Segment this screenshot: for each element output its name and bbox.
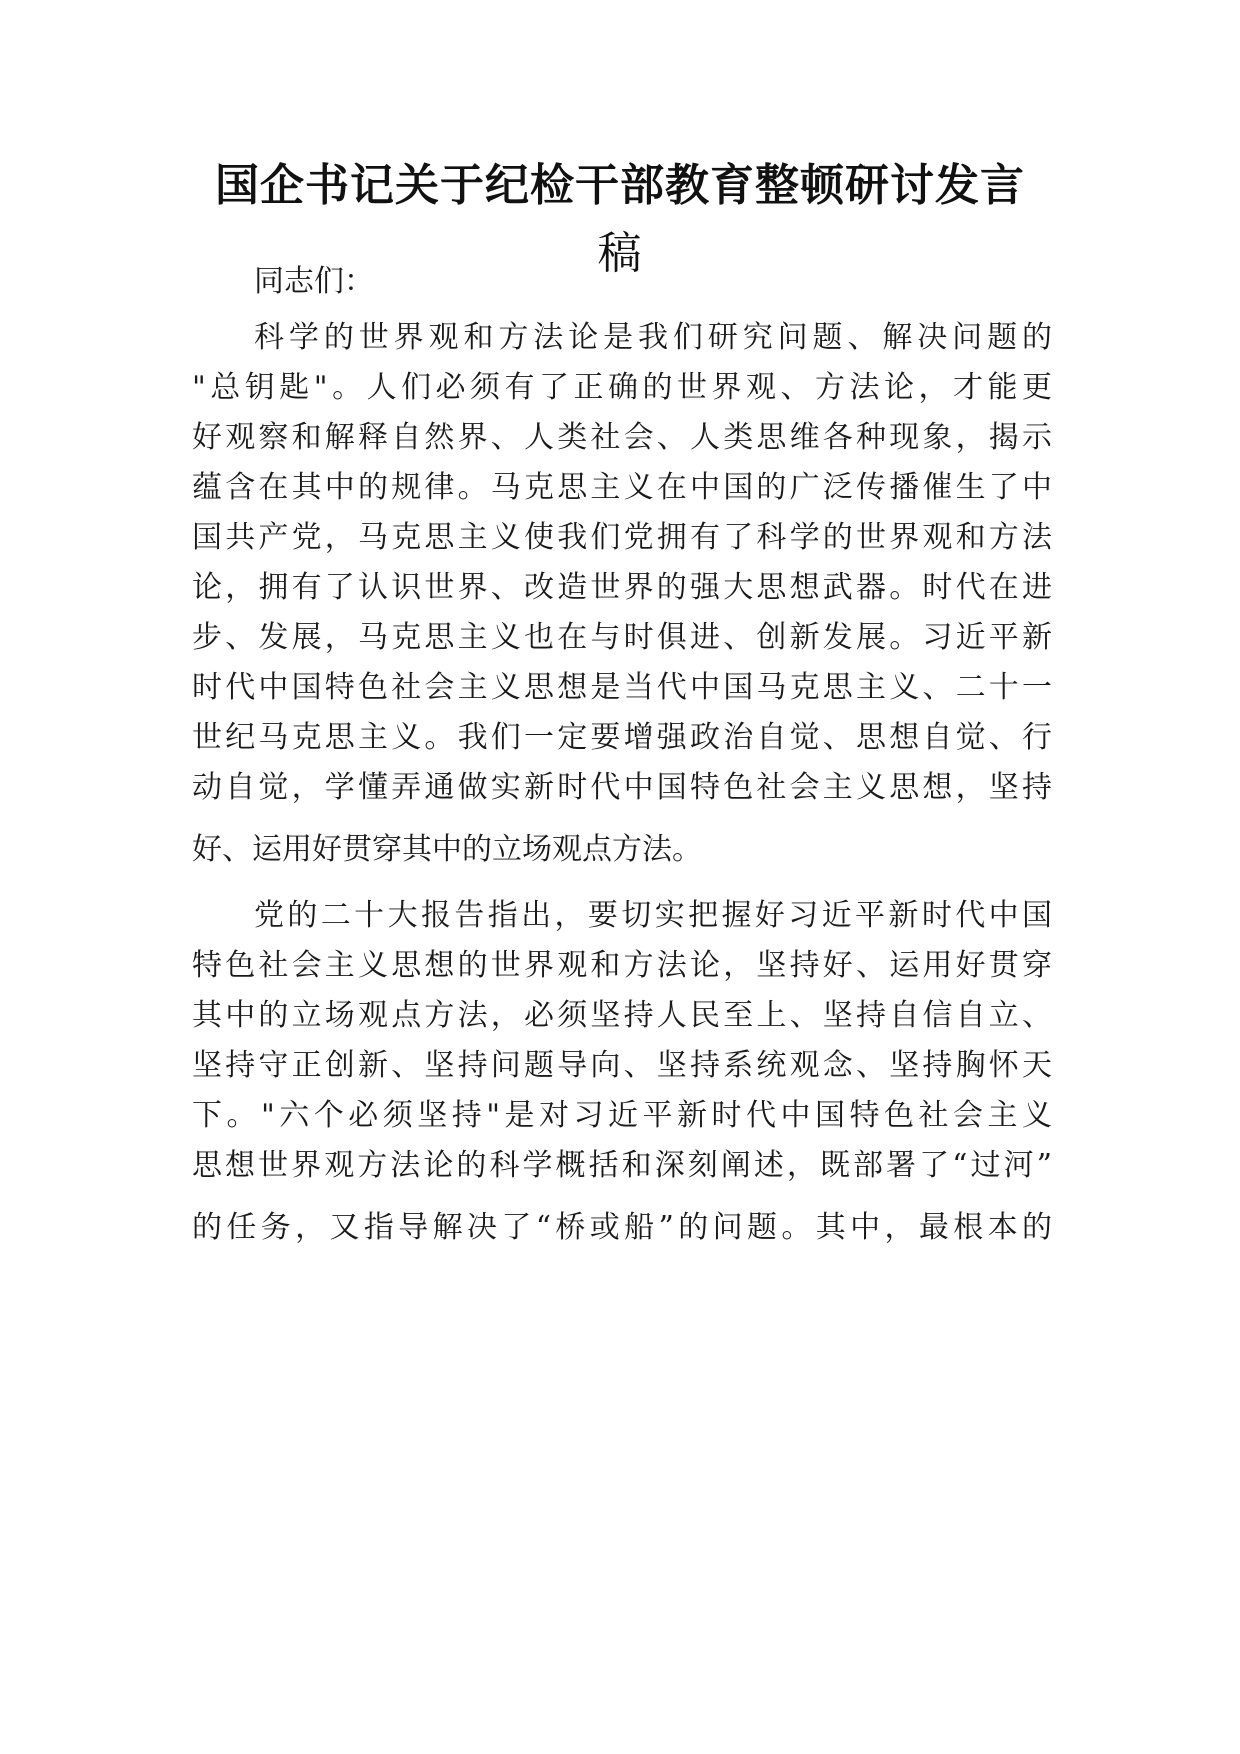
paragraph-2-line: 坚持守正创新、坚持问题导向、坚持系统观念、坚持胸怀天 — [192, 1048, 1052, 1083]
paragraph-1-line: 世纪马克思主义。我们一定要增强政治自觉、思想自觉、行 — [192, 720, 1052, 755]
paragraph-1-line: 时代中国特色社会主义思想是当代中国马克思主义、二十一 — [192, 670, 1052, 705]
document-title-line-2: 稿 — [597, 228, 643, 279]
paragraph-2-line: 其中的立场观点方法，必须坚持人民至上、坚持自信自立、 — [192, 998, 1052, 1033]
paragraph-1-line: "总钥匙"。人们必须有了正确的世界观、方法论，才能更 — [192, 370, 1052, 405]
paragraph-1-line: 蕴含在其中的规律。马克思主义在中国的广泛传播催生了中 — [192, 470, 1052, 505]
paragraph-2-line: 的任务，又指导解决了“桥或船”的问题。其中，最根本的 — [192, 1210, 1052, 1245]
paragraph-2-line: 下。"六个必须坚持"是对习近平新时代中国特色社会主义 — [192, 1098, 1052, 1133]
paragraph-1-line: 论，拥有了认识世界、改造世界的强大思想武器。时代在进 — [192, 570, 1052, 605]
paragraph-1-line: 好观察和解释自然界、人类社会、人类思维各种现象，揭示 — [192, 420, 1052, 455]
paragraph-1-line: 国共产党，马克思主义使我们党拥有了科学的世界观和方法 — [192, 520, 1052, 555]
paragraph-1-line-last: 好、运用好贯穿其中的立场观点方法。 — [192, 832, 702, 867]
paragraph-2-line: 思想世界观方法论的科学概括和深刻阐述，既部署了“过河” — [192, 1148, 1052, 1183]
document-title-line-1: 国企书记关于纪检干部教育整顿研讨发言 — [215, 160, 1025, 211]
salutation: 同志们： — [254, 264, 374, 299]
paragraph-1-line: 科学的世界观和方法论是我们研究问题、解决问题的 — [254, 320, 1052, 355]
paragraph-2-line: 党的二十大报告指出，要切实把握好习近平新时代中国 — [254, 898, 1052, 933]
paragraph-2-line: 特色社会主义思想的世界观和方法论，坚持好、运用好贯穿 — [192, 948, 1052, 983]
paragraph-1-line: 步、发展，马克思主义也在与时俱进、创新发展。习近平新 — [192, 620, 1052, 655]
paragraph-1-line: 动自觉，学懂弄通做实新时代中国特色社会主义思想，坚持 — [192, 770, 1052, 805]
